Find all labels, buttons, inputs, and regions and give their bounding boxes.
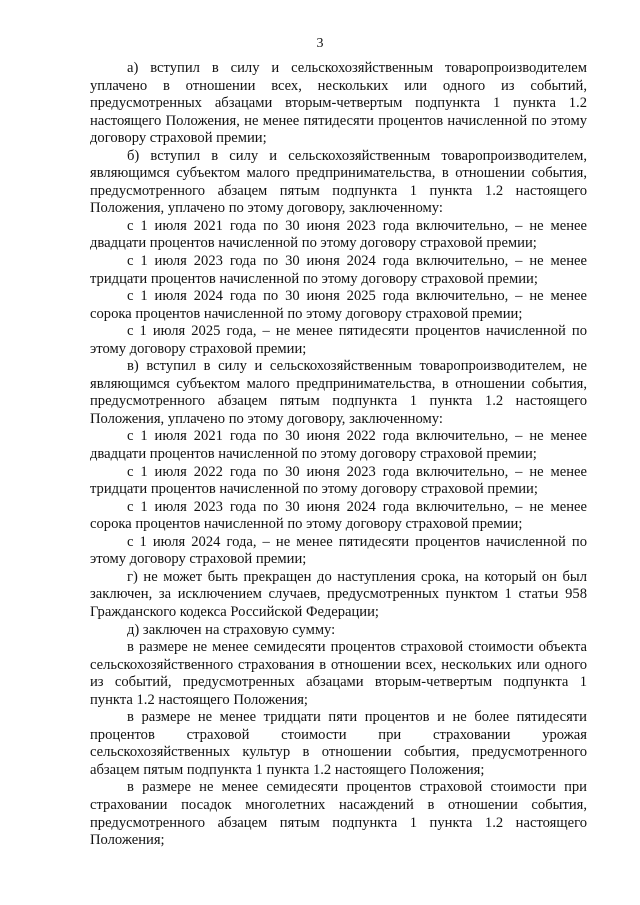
- paragraph-v: в) вступил в силу и сельскохозяйственным товаропроизводителем, не являющимся субъектом малого предпринимательства, в отношении события, предусмотренного абзацем пятым подпункта 1 пункта 1.2 настоящего Положения, уплачено по этому договору, заключенному:: [90, 358, 587, 427]
- paragraph-b-term-1: с 1 июля 2021 года по 30 июня 2023 года включительно, – не менее двадцати процентов начисленной по этому договору страховой премии;: [90, 217, 587, 252]
- paragraph-v-term-4: с 1 июля 2024 года, – не менее пятидесяти процентов начисленной по этому договору страховой премии;: [90, 533, 587, 568]
- paragraph-a: а) вступил в силу и сельскохозяйственным товаропроизводителем уплачено в отношении всех, нескольких или одного из событий, предусмотренных абзацами вторым-четвертым подпункта 1 пункта 1.2 настоящего Положения, не менее пятидесяти процентов начисленной по этому договору страховой премии;: [90, 60, 587, 147]
- paragraph-b-term-3: с 1 июля 2024 года по 30 июня 2025 года включительно, – не менее сорока процентов начисленной по этому договору страховой премии;: [90, 288, 587, 322]
- paragraph-v-term-1: с 1 июля 2021 года по 30 июня 2022 года включительно, – не менее двадцати процентов начисленной по этому договору страховой премии;: [90, 428, 587, 463]
- paragraph-d-sum-1: в размере не менее семидесяти процентов страховой стоимости объекта сельскохозяйственного страхования в отношении всех, нескольких или одного из событий, предусмотренных абзацами вторым-четвертым подпункта 1 пункта 1.2 настоящего Положения;: [90, 639, 587, 708]
- paragraph-b-term-2: с 1 июля 2023 года по 30 июня 2024 года включительно, – не менее тридцати процентов начисленной по этому договору страховой премии;: [90, 253, 587, 287]
- document-body: [90, 60, 587, 850]
- paragraph-v-term-2: с 1 июля 2022 года по 30 июня 2023 года включительно, – не менее тридцати процентов начисленной по этому договору страховой премии;: [90, 463, 587, 498]
- paragraph-v-term-3: с 1 июля 2023 года по 30 июня 2024 года включительно, – не менее сорока процентов начисленной по этому договору страховой премии;: [90, 498, 587, 533]
- paragraph-d: д) заключен на страховую сумму:: [127, 621, 336, 638]
- paragraph-d-sum-2: в размере не менее тридцати пяти процентов и не более пятидесяти процентов страховой стоимости при страховании урожая сельскохозяйственных культур в отношении события, предусмотренного абзацем пятым подпункта 1 пункта 1.2 настоящего Положения;: [90, 709, 587, 778]
- paragraph-b: б) вступил в силу и сельскохозяйственным товаропроизводителем, являющимся субъектом малого предпринимательства, в отношении события, предусмотренного абзацем пятым подпункта 1 пункта 1.2 настоящего Положения, уплачено по этому договору, заключенному:: [90, 147, 587, 217]
- paragraph-b-term-4: с 1 июля 2025 года, – не менее пятидесяти процентов начисленной по этому договору страховой премии;: [90, 323, 587, 357]
- paragraph-d-sum-3: в размере не менее семидесяти процентов страховой стоимости при страховании посадок многолетних насаждений в отношении события, предусмотренного абзацем пятым подпункта 1 пункта 1.2 настоящего Положения;: [90, 779, 587, 849]
- page-number: 3: [316, 36, 324, 51]
- paragraph-g: г) не может быть прекращен до наступления срока, на который он был заключен, за исключением случаев, предусмотренных пунктом 1 статьи 958 Гражданского кодекса Российской Федерации;: [90, 568, 587, 620]
